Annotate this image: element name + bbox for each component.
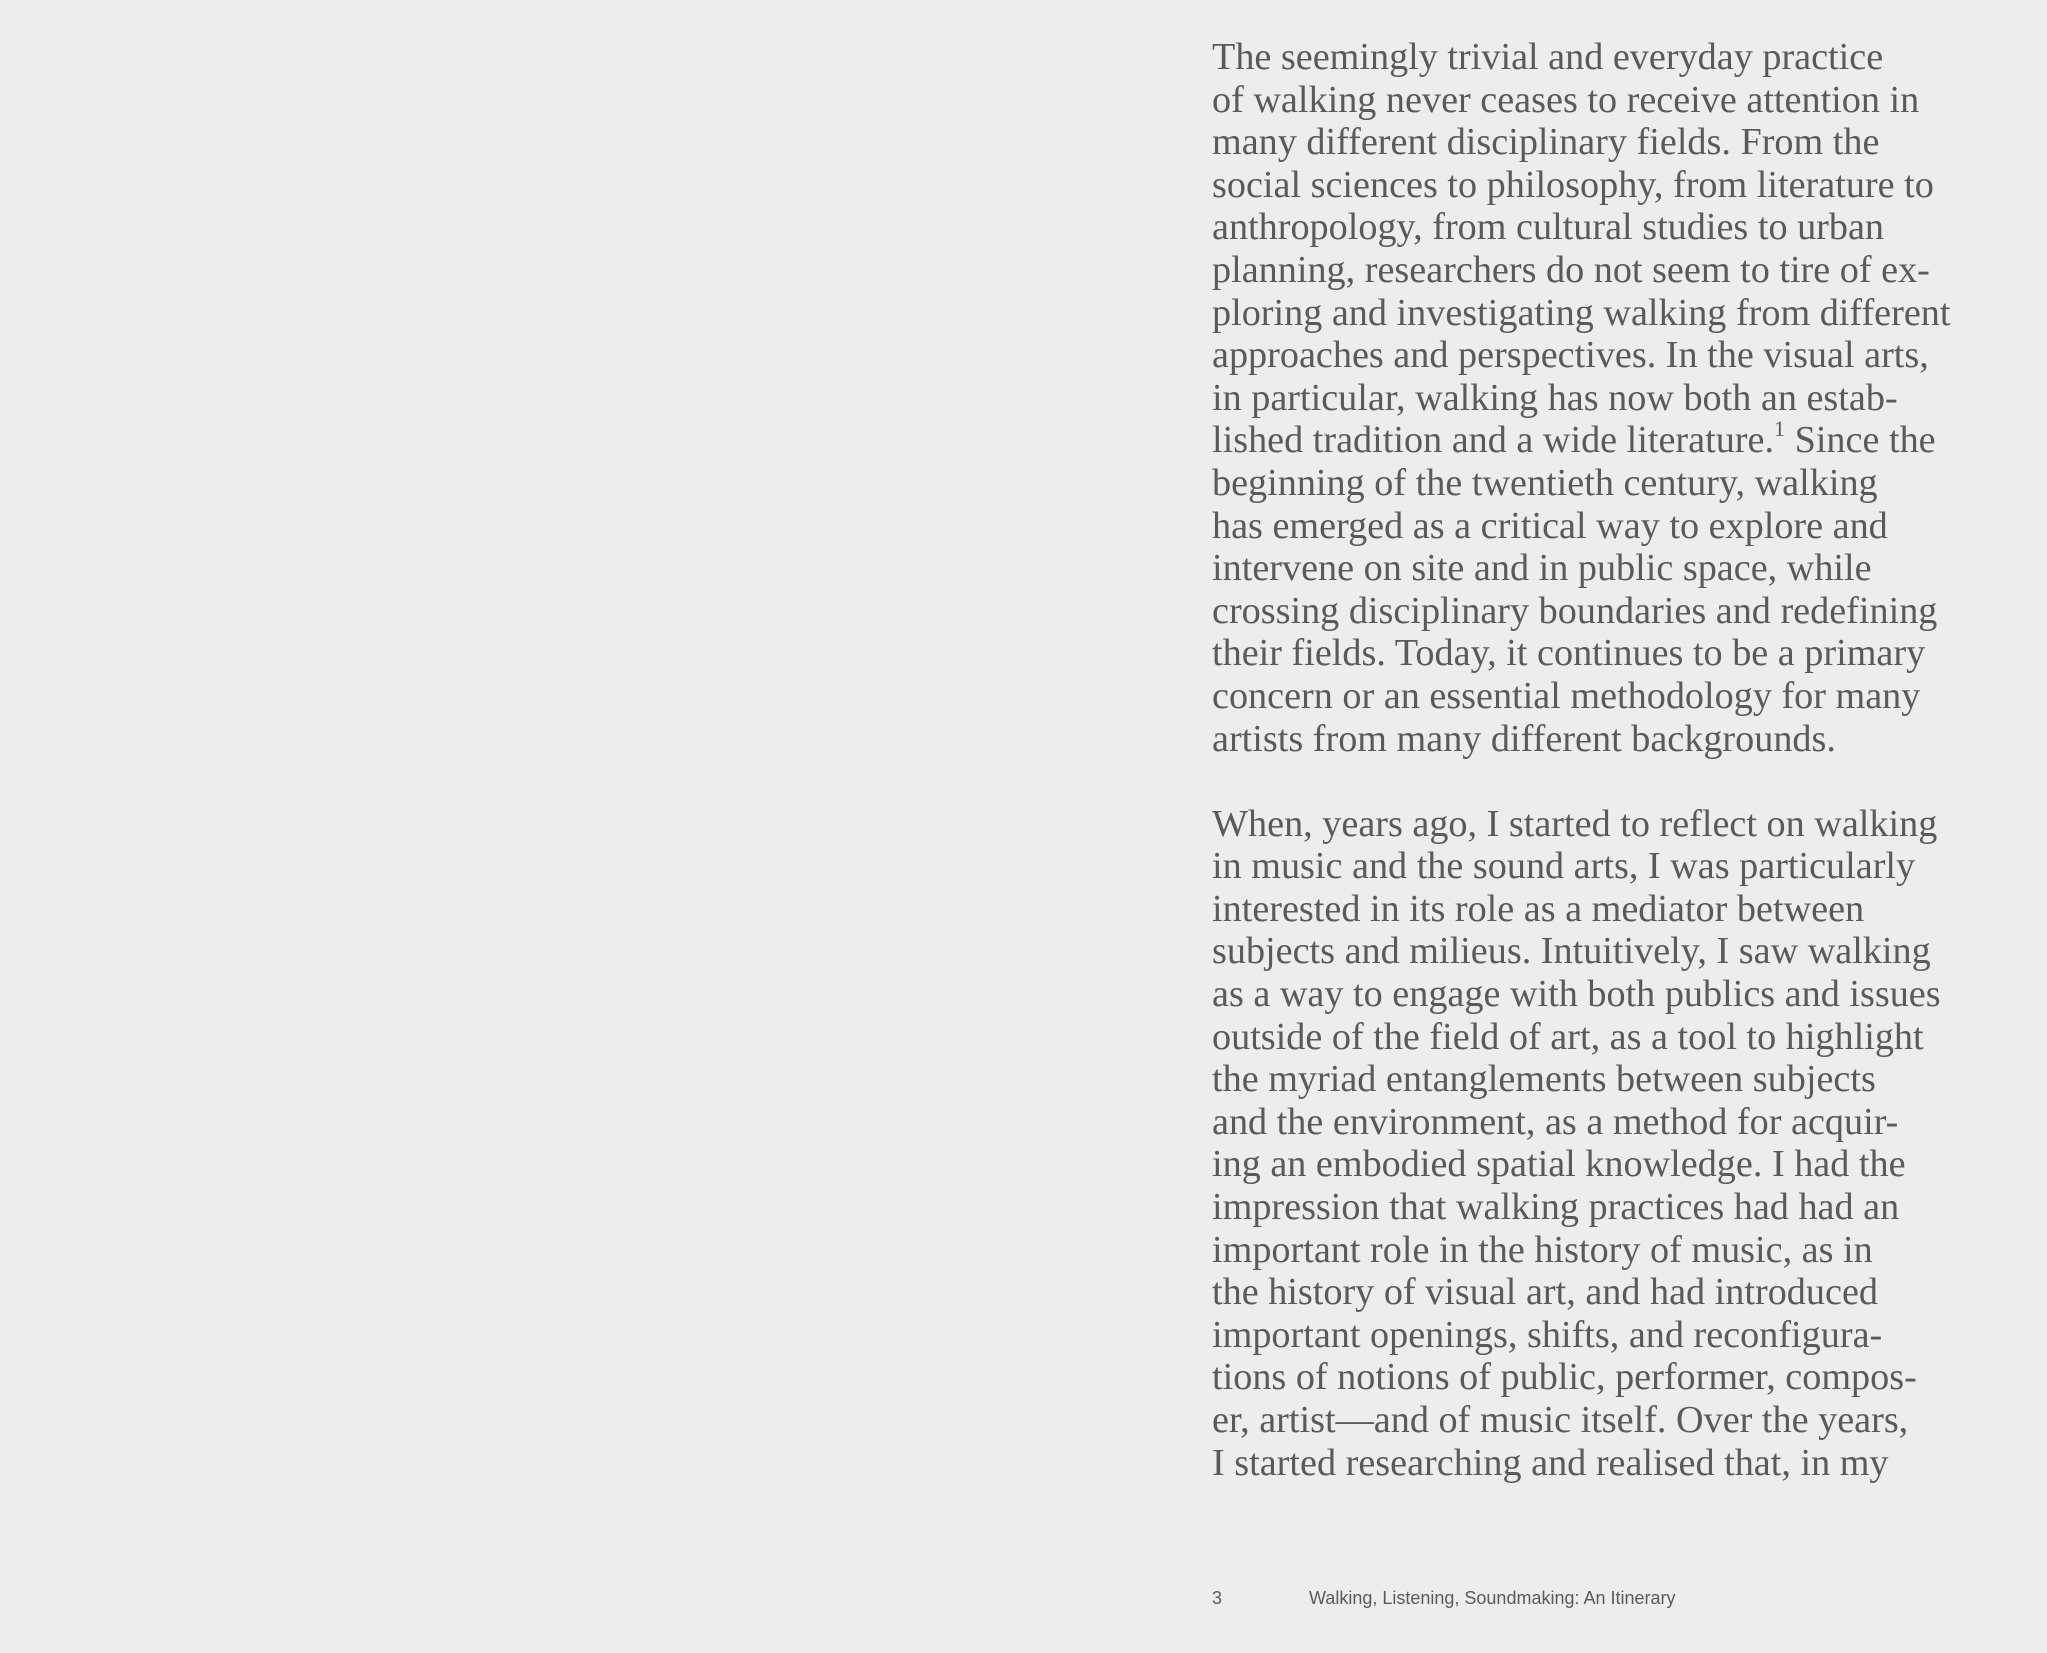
text-line: in particular, walking has now both an estab- [1212,376,1898,419]
body-text [1212,36,2012,1484]
text-line: the history of visual art, and had introduced [1212,1271,1878,1314]
text-line: tions of notions of public, performer, compos- [1212,1356,1917,1399]
page-footer [1212,1586,2012,1610]
text-line: as a way to engage with both publics and issues [1212,973,1941,1016]
text-line: outside of the field of art, as a tool to highlight [1212,1015,1924,1058]
text-line: interested in its role as a mediator between [1212,887,1865,930]
text-line: approaches and perspectives. In the visual arts, [1212,334,1929,377]
text-line: of walking never ceases to receive attention in [1212,78,1920,121]
text-line: intervene on site and in public space, while [1212,547,1872,590]
text-line: The seemingly trivial and everyday practice [1212,36,1884,78]
text-line: social sciences to philosophy, from literature to [1212,163,1934,206]
text-segment: lished tradition and a wide literature. [1212,419,1775,462]
text-line: er, artist—and of music itself. Over the years, [1212,1399,1909,1441]
text-line: has emerged as a critical way to explore and [1212,504,1888,547]
text-line: crossing disciplinary boundaries and redefining [1212,589,1938,632]
right-page [1023,0,2047,1653]
text-line: When, years ago, I started to reflect on walking [1212,802,1938,845]
left-page-blank [0,0,1023,1653]
page-number: 3 [1212,1588,1223,1608]
text-line: I started researching and realised that, in my [1212,1441,1889,1484]
text-line: the myriad entanglements between subjects [1212,1058,1876,1101]
text-line: anthropology, from cultural studies to urban [1212,206,1885,249]
paragraph-1 [1212,36,2012,760]
text-line: planning, researchers do not seem to tire of ex- [1212,248,1930,291]
text-line: many different disciplinary fields. From the [1212,121,1880,164]
text-line: important openings, shifts, and reconfigura- [1212,1313,1883,1356]
text-line: artists from many different backgrounds. [1212,717,1836,760]
text-line: impression that walking practices had had an [1212,1186,1900,1229]
text-line: important role in the history of music, as in [1212,1228,1873,1271]
text-line: concern or an essential methodology for many [1212,674,1921,717]
paragraph-2 [1212,803,2012,1485]
text-line: ing an embodied spatial knowledge. I had the [1212,1143,1906,1186]
text-line: and the environment, as a method for acquir- [1212,1100,1899,1143]
running-title: Walking, Listening, Soundmaking: An Itinerary [1309,1588,1676,1608]
footnote-marker[interactable]: 1 [1774,416,1786,442]
text-line: beginning of the twentieth century, walking [1212,461,1878,504]
text-line-with-footnote [1212,416,2012,462]
text-line: subjects and milieus. Intuitively, I saw walking [1212,930,1931,973]
text-line: in music and the sound arts, I was particularly [1212,845,1916,888]
text-line: their fields. Today, it continues to be a primary [1212,632,1926,675]
text-segment: Since the [1785,419,1936,462]
text-line: ploring and investigating walking from different [1212,291,1951,334]
